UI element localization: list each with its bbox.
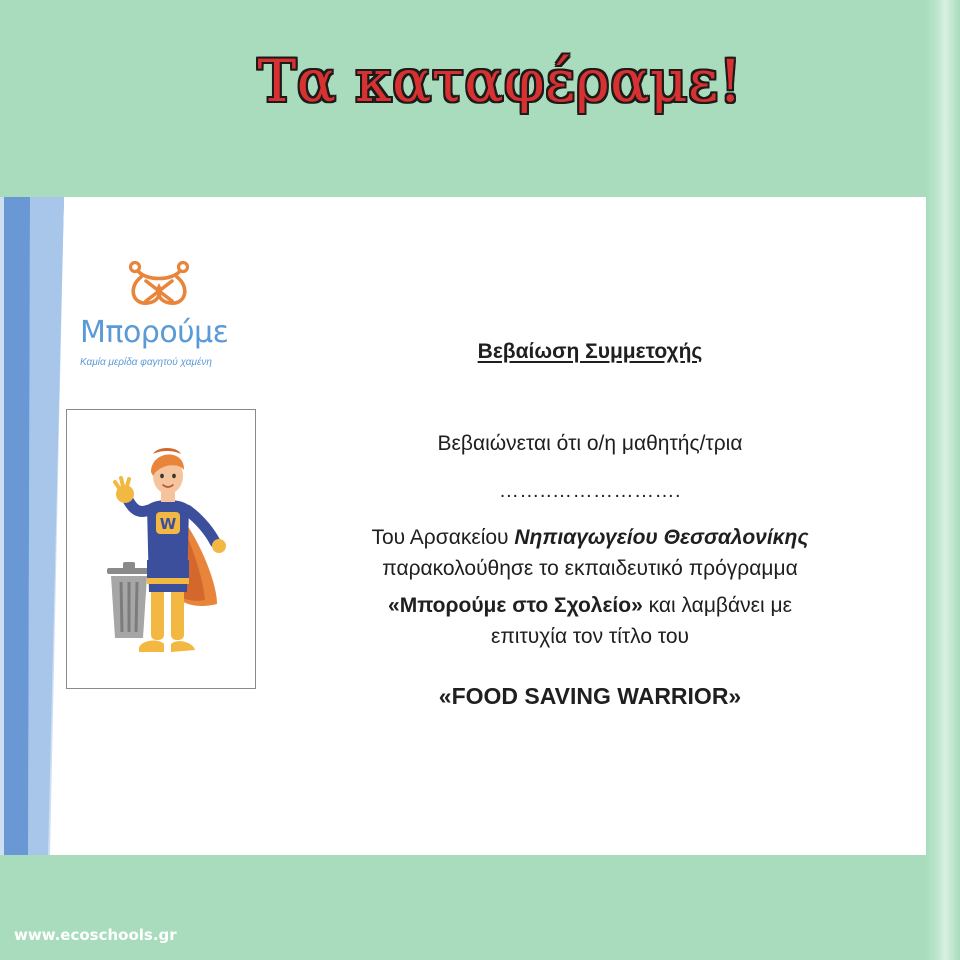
logo-name: Μπορούμε	[80, 315, 229, 350]
completed-line: παρακολούθησε το εκπαιδευτικό πρόγραμμα	[382, 557, 798, 580]
headline: Τα καταφέραμε!	[257, 47, 743, 115]
superhero-illustration	[66, 409, 256, 689]
award-title: «FOOD SAVING WARRIOR»	[438, 683, 742, 709]
certificate-lead: Βεβαιώνεται ότι ο/η μαθητής/τρια	[437, 432, 743, 455]
program-name: «Μπορούμε στο Σχολείο»	[388, 594, 643, 617]
pretzel-icon	[124, 257, 194, 313]
logo-tagline: Καμία μερίδα φαγητού χαμένη	[80, 357, 212, 368]
certificate	[0, 197, 926, 855]
success-line: επιτυχία τον τίτλο του	[490, 625, 690, 648]
program-suffix: και λαμβάνει με	[648, 594, 792, 617]
hero-emblem-letter: W	[159, 515, 177, 533]
certificate-title: Βεβαίωση Συμμετοχής	[477, 340, 703, 363]
student-name-placeholder: ……..……………….	[498, 480, 682, 502]
trash-can-icon	[107, 562, 151, 638]
program-line	[280, 590, 900, 621]
certificate-body	[280, 522, 900, 652]
school-prefix: Του Αρσακείου	[371, 526, 509, 549]
right-edge-decoration	[926, 0, 960, 960]
school-line	[280, 522, 900, 553]
website-link[interactable]: www.ecoschools.gr	[14, 926, 177, 944]
school-name: Νηπιαγωγείου Θεσσαλονίκης	[514, 526, 809, 549]
